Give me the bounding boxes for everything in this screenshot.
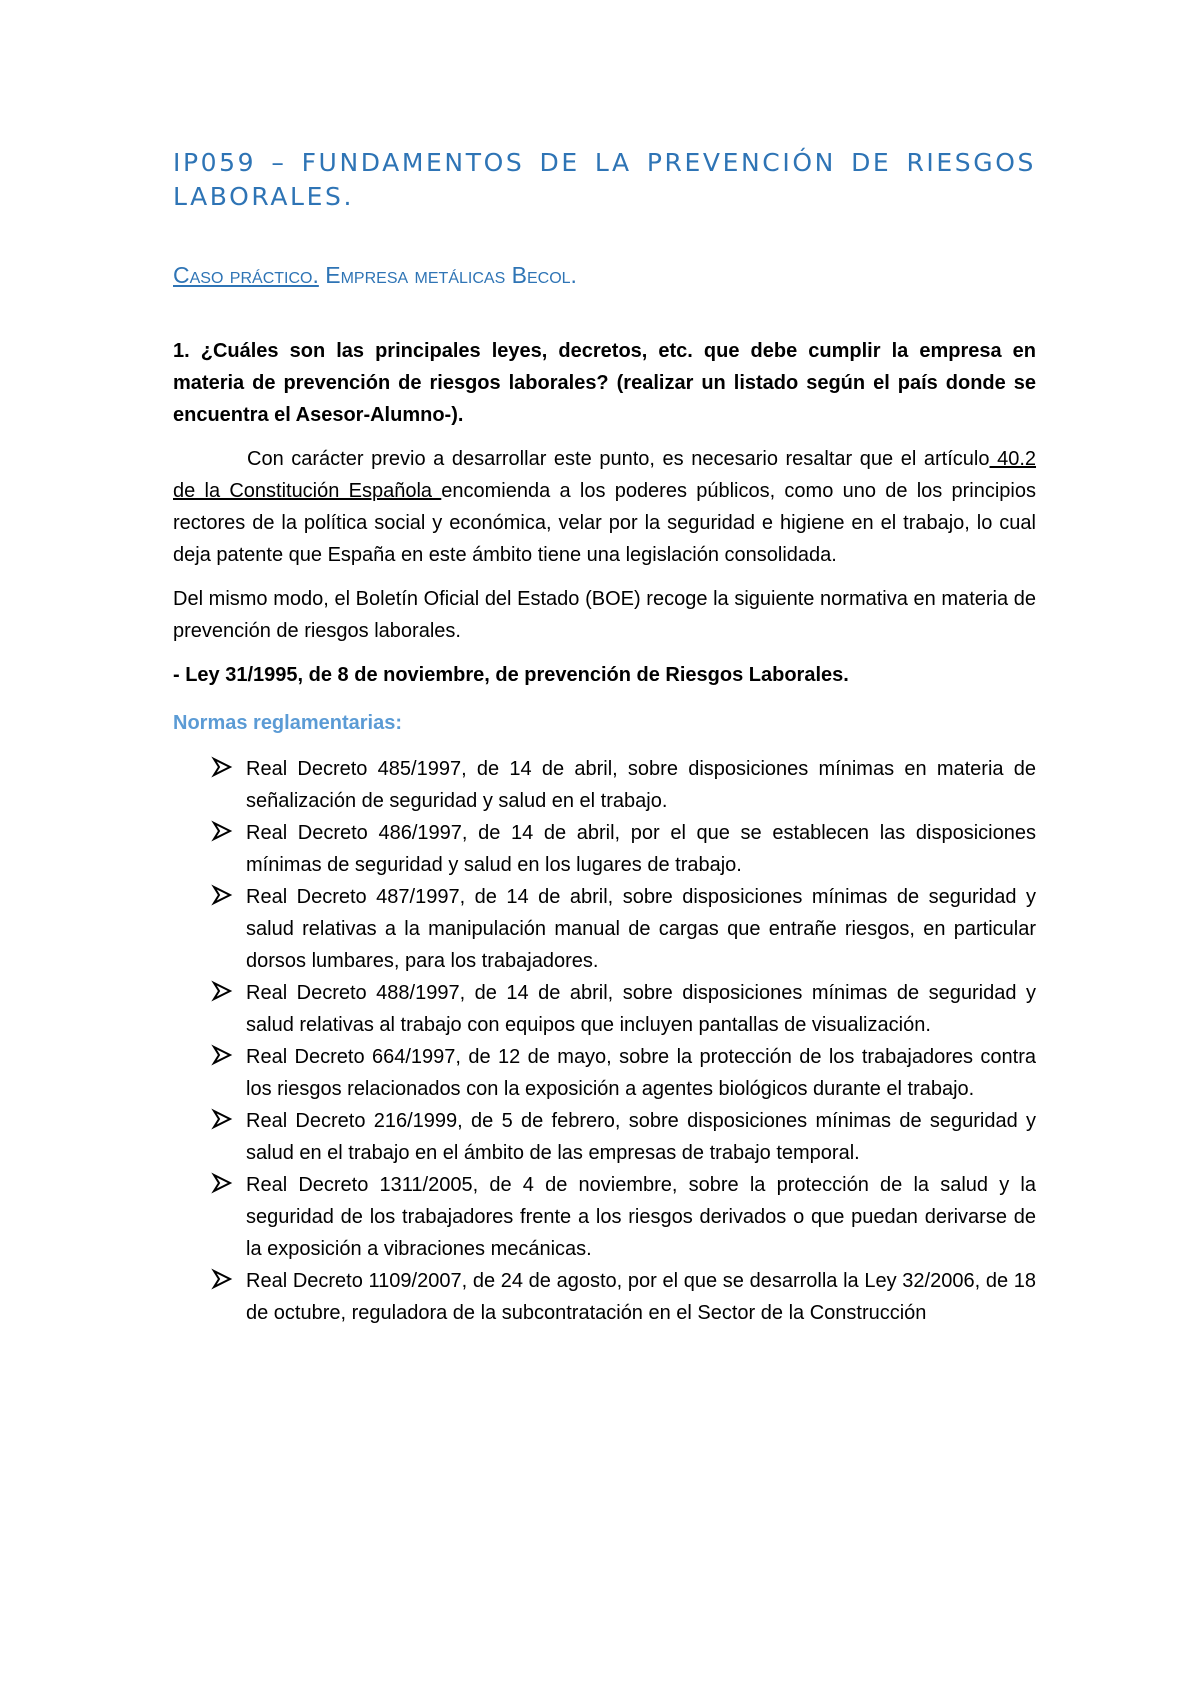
list-item: [173, 1265, 1036, 1329]
list-item: [173, 1105, 1036, 1169]
intro-text-after: encomienda a los poderes públicos, como uno de los principios rectores de la política social y económica, velar por la seguridad e higiene en el trabajo, lo cual deja patente que España en este ámbito tiene una legislación consolidada.: [173, 480, 1036, 566]
list-item: [173, 753, 1036, 817]
document-title: IP059 – FUNDAMENTOS DE LA PREVENCIÓN DE RIESGOS LABORALES.: [173, 148, 1036, 211]
question-1: 1. ¿Cuáles son las principales leyes, decretos, etc. que debe cumplir la empresa en materia de prevención de riesgos laborales? (realizar un listado según el país donde se encuentra el Asesor-Alumno-).: [173, 340, 1036, 426]
intro-text-before: Con carácter previo a desarrollar este punto, es necesario resaltar que el artículo: [247, 448, 990, 470]
arrowhead-bullet-icon: [211, 1108, 233, 1130]
norms-heading: Normas reglamentarias:: [173, 712, 402, 734]
arrowhead-bullet-icon: [211, 820, 233, 842]
norm-text: Real Decreto 1109/2007, de 24 de agosto, por el que se desarrolla la Ley 32/2006, de 18 de octubre, reguladora de la subcontratación en el Sector de la Construcción: [246, 1270, 1036, 1324]
arrowhead-bullet-icon: [211, 980, 233, 1002]
arrowhead-bullet-icon: [211, 1044, 233, 1066]
norm-text: Real Decreto 487/1997, de 14 de abril, sobre disposiciones mínimas de seguridad y salud relativas a la manipulación manual de cargas que entrañe riesgos, en particular dorsos lumbares, para los trabajadores.: [246, 886, 1036, 972]
arrowhead-bullet-icon: [211, 756, 233, 778]
boe-paragraph: Del mismo modo, el Boletín Oficial del Estado (BOE) recoge la siguiente normativa en materia de prevención de riesgos laborales.: [173, 588, 1036, 642]
norm-text: Real Decreto 485/1997, de 14 de abril, sobre disposiciones mínimas en materia de señalización de seguridad y salud en el trabajo.: [246, 758, 1036, 812]
document-subtitle: [173, 260, 1036, 290]
arrowhead-bullet-icon: [211, 1268, 233, 1290]
main-law: - Ley 31/1995, de 8 de noviembre, de prevención de Riesgos Laborales.: [173, 664, 849, 686]
list-item: [173, 1041, 1036, 1105]
list-item: [173, 881, 1036, 977]
subtitle-company-name: Empresa metálicas Becol.: [325, 262, 577, 288]
intro-paragraph: [173, 443, 1036, 571]
norm-text: Real Decreto 664/1997, de 12 de mayo, sobre la protección de los trabajadores contra los riesgos relacionados con la exposición a agentes biológicos durante el trabajo.: [246, 1046, 1036, 1100]
norm-text: Real Decreto 216/1999, de 5 de febrero, sobre disposiciones mínimas de seguridad y salud en el trabajo en el ámbito de las empresas de trabajo temporal.: [246, 1110, 1036, 1164]
norm-text: Real Decreto 488/1997, de 14 de abril, sobre disposiciones mínimas de seguridad y salud relativas al trabajo con equipos que incluyen pantallas de visualización.: [246, 982, 1036, 1036]
norm-text: Real Decreto 486/1997, de 14 de abril, por el que se establecen las disposiciones mínimas de seguridad y salud en los lugares de trabajo.: [246, 822, 1036, 876]
arrowhead-bullet-icon: [211, 884, 233, 906]
list-item: [173, 817, 1036, 881]
subtitle-case-label: Caso práctico.: [173, 262, 319, 288]
list-item: [173, 1169, 1036, 1265]
arrowhead-bullet-icon: [211, 1172, 233, 1194]
norm-text: Real Decreto 1311/2005, de 4 de noviembre, sobre la protección de la salud y la seguridad de los trabajadores frente a los riesgos derivados o que puedan derivarse de la exposición a vibraciones mecánicas.: [246, 1174, 1036, 1260]
constitution-article-link[interactable]: 40.2 de la Constitución Española: [173, 448, 1037, 502]
list-item: [173, 977, 1036, 1041]
norms-list: [173, 753, 1036, 1329]
